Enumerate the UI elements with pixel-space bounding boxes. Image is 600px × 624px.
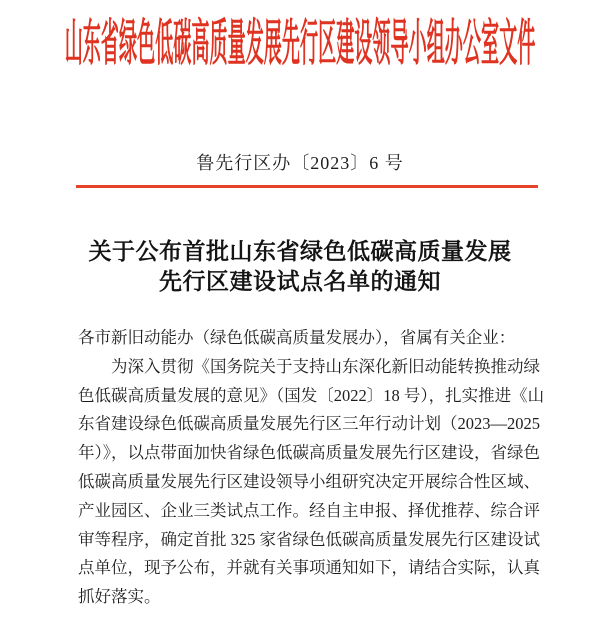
body-line: 为深入贯彻《国务院关于支持山东深化新旧动能转换推动绿	[111, 356, 540, 376]
document-title	[0, 237, 600, 297]
document-title-line1: 关于公布首批山东省绿色低碳高质量发展	[88, 239, 512, 264]
salutation-line: 各市新旧动能办（绿色低碳高质量发展办），省属有关企业：	[78, 328, 516, 347]
body-line: 点单位，现予公布，并就有关事项通知如下，请结合实际，认真	[78, 558, 540, 578]
body-line: 东省建设绿色低碳高质量发展先行区三年行动计划（2023—2025	[78, 414, 540, 434]
body-line: 抓好落实。	[78, 587, 161, 607]
document-body	[78, 324, 600, 612]
body-line: 审等程序，确定首批 325 家省绿色低碳高质量发展先行区建设试	[78, 529, 540, 549]
body-line: 年）》，以点带面加快省绿色低碳高质量发展先行区建设，省绿色	[78, 443, 540, 463]
red-divider-line	[76, 185, 538, 188]
document-title-line2: 先行区建设试点名单的通知	[159, 269, 441, 294]
agency-name-header: 山东省绿色低碳高质量发展先行区建设领导小组办公室文件	[64, 15, 536, 71]
document-number: 鲁先行区办〔2023〕6 号	[196, 153, 404, 173]
body-line: 色低碳高质量发展的意见》（国发〔2022〕18 号），扎实推进《山	[78, 385, 545, 405]
red-header-banner	[0, 16, 600, 70]
body-line: 产业园区、企业三类试点工作。经自主申报、择优推荐、综合评	[78, 500, 540, 520]
body-line: 低碳高质量发展先行区建设领导小组研究决定开展综合性区域、	[78, 471, 540, 491]
